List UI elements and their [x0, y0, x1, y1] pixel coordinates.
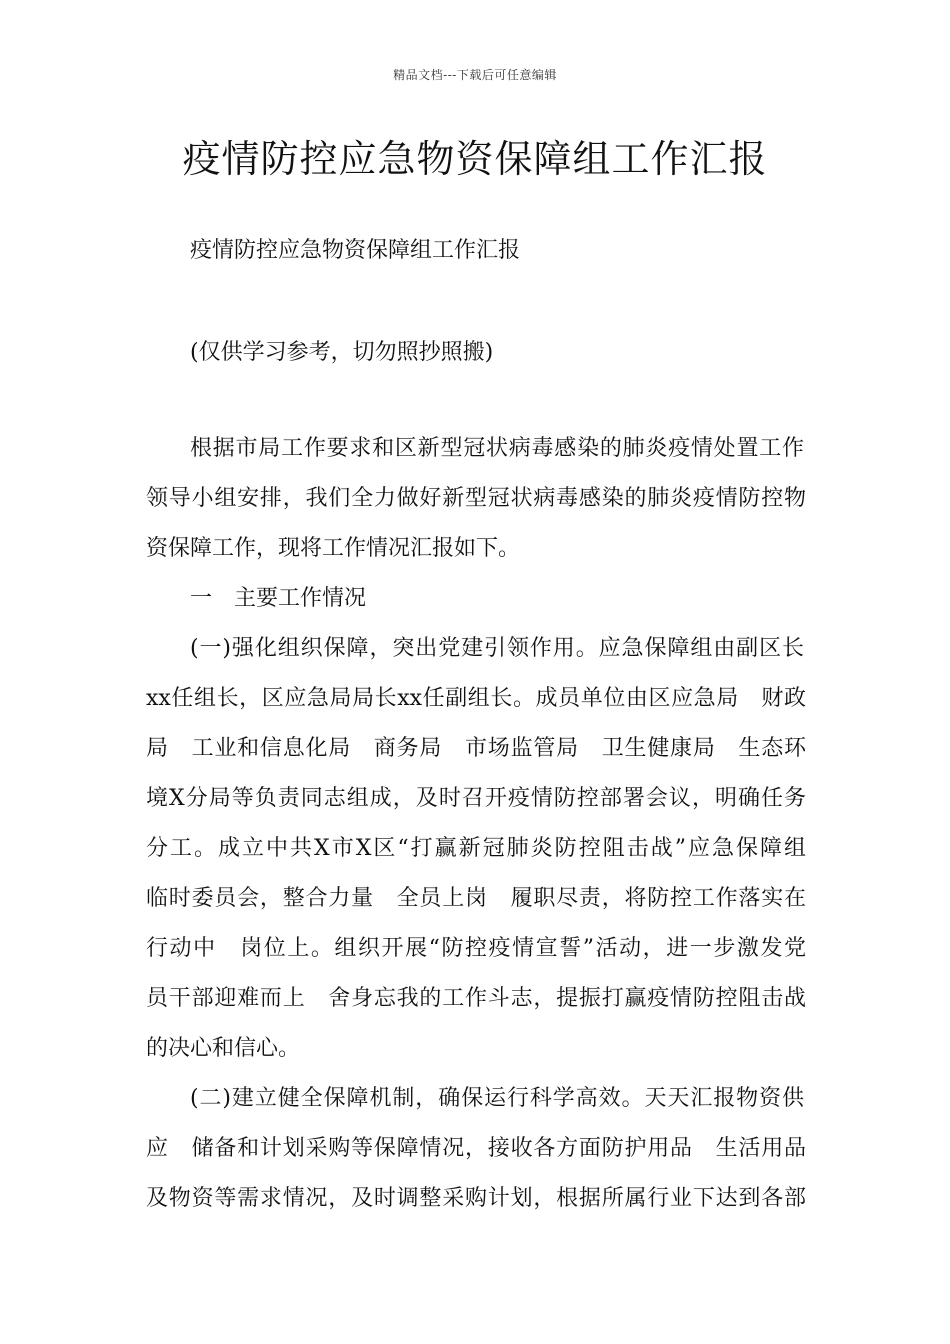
- paragraph-line: 境X分局等负责同志组成，及时召开疫情防控部署会议，明确任务: [146, 786, 806, 811]
- paragraph-line: 分工。成立中共X市X区“打赢新冠肺炎防控阻击战”应急保障组: [146, 836, 806, 861]
- header-watermark: 精品文档---下载后可任意编辑: [393, 68, 557, 82]
- paragraph-line: 应 储备和计划采购等保障情况，接收各方面防护用品 生活用品: [146, 1136, 806, 1161]
- section-heading: 一 主要工作情况: [190, 586, 367, 611]
- paragraph-line: xx任组长，区应急局局长xx任副组长。成员单位由区应急局 财政: [146, 686, 806, 711]
- paragraph-line: (二)建立健全保障机制，确保运行科学高效。天天汇报物资供: [190, 1086, 804, 1111]
- paragraph-line: 员干部迎难而上 舍身忘我的工作斗志，提振打赢疫情防控阻击战: [146, 986, 806, 1011]
- paragraph-line: 行动中 岗位上。组织开展“防控疫情宣誓”活动，进一步激发党: [146, 936, 806, 961]
- paragraph-line: 局 工业和信息化局 商务局 市场监管局 卫生健康局 生态环: [146, 736, 806, 761]
- document-note: (仅供学习参考，切勿照抄照搬): [190, 340, 494, 365]
- paragraph-line: 及物资等需求情况，及时调整采购计划，根据所属行业下达到各部: [146, 1186, 806, 1211]
- paragraph-line: 临时委员会，整合力量 全员上岗 履职尽责，将防控工作落实在: [146, 886, 806, 911]
- paragraph-line: 资保障工作，现将工作情况汇报如下。: [146, 536, 521, 561]
- paragraph-line: 领导小组安排，我们全力做好新型冠状病毒感染的肺炎疫情防控物: [146, 486, 806, 511]
- paragraph-line: 根据市局工作要求和区新型冠状病毒感染的肺炎疫情处置工作: [190, 436, 804, 461]
- paragraph-line: (一)强化组织保障，突出党建引领作用。应急保障组由副区长: [190, 636, 804, 661]
- paragraph-line: 的决心和信心。: [146, 1036, 301, 1061]
- document-title: 疫情防控应急物资保障组工作汇报: [182, 137, 768, 181]
- document-subtitle: 疫情防控应急物资保障组工作汇报: [190, 238, 521, 263]
